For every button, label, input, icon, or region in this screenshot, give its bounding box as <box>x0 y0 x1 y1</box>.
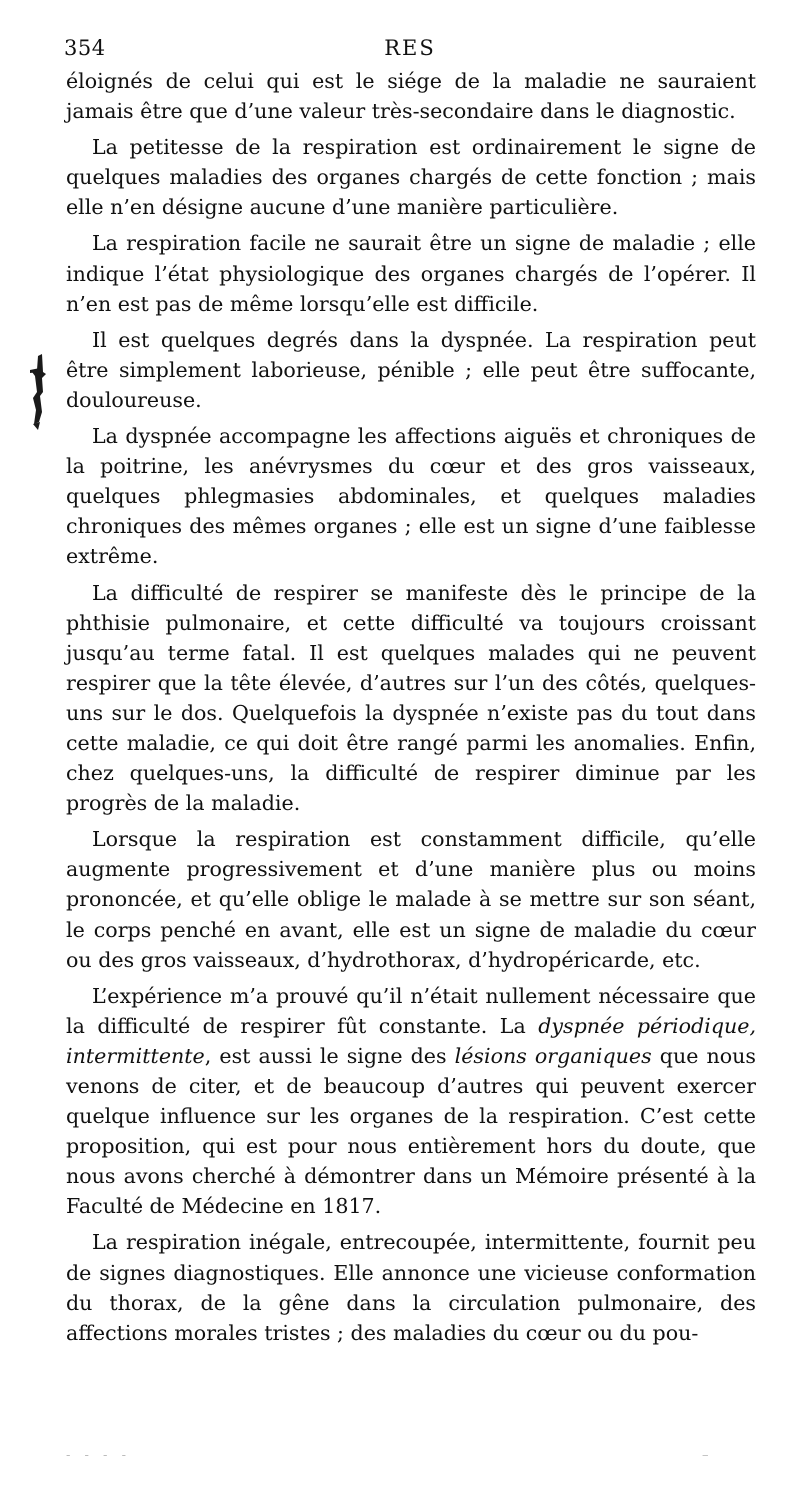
italic-phrase: dyspnée périodique, intermittente <box>66 1013 756 1068</box>
text-segment: La difficulté de respirer se manifeste dès le principe de la phthisie pulmonaire, et cette difficulté va toujours croissant jusqu’au terme fatal. Il est quelques malades qui ne peuvent respirer que la tête élevée, d’autres sur l’un des côtés, quelques-uns sur le dos. Quelquefois la dyspnée n’existe pas du tout dans cette maladie, ce qui doit être rangé parmi les anomalies. Enfin, chez quelques-uns, la difficulté de respirer diminue par les progrès de la maladie. <box>66 580 756 816</box>
ink-blot-mark <box>28 352 58 432</box>
page-header <box>64 34 756 68</box>
paragraph <box>66 1227 756 1347</box>
paragraph <box>66 66 756 126</box>
running-head: RES <box>384 36 436 60</box>
text-segment: La respiration inégale, entrecoupée, intermittente, fournit peu de signes diagnostiques. Elle annonce une vicieuse conformation du thorax, de la gêne dans la circulation pulmonaire, des affections morales tristes ; des maladies du cœur ou du pou- <box>66 1230 756 1345</box>
text-segment: L’expérience m’a prouvé qu’il n’était nullement nécessaire que la difficulté de respirer fût constante. La <box>66 983 756 1038</box>
text-segment: La petitesse de la respiration est ordinairement le signe de quelques maladies des organes chargés de cette fonction ; mais elle n’en désigne aucune d’une manière particulière. <box>66 135 756 220</box>
text-segment: Lorsque la respiration est constamment difficile, qu’elle augmente progressivement et d’une manière plus ou moins prononcée, et qu’elle oblige le malade à se mettre sur son séant, le corps penché en avant, elle est un signe de maladie du cœur ou des gros vaisseaux, d’hydrothorax, d’hydropéricarde, etc. <box>66 827 756 972</box>
paragraph <box>66 421 756 571</box>
text-segment: , est aussi le signe des <box>204 1043 455 1068</box>
paragraph <box>66 228 756 318</box>
italic-phrase: lésions organiques <box>454 1043 652 1068</box>
page-footer-marks: - - - - – <box>66 1448 714 1463</box>
paragraph <box>66 578 756 819</box>
text-segment: La dyspnée accompagne les affections aiguës et chroniques de la poitrine, les anévrysmes du cœur et des gros vaisseaux, quelques phlegmasies abdominales, et quelques maladies chroniques des mêmes organes ; elle est un signe d’une faiblesse extrême. <box>66 424 756 569</box>
paragraph <box>66 824 756 974</box>
text-segment: La respiration facile ne saurait être un signe de maladie ; elle indique l’état physiologique des organes chargés de l’opérer. Il n’en est pas de même lorsqu’elle est difficile. <box>66 231 756 316</box>
text-segment: Il est quelques degrés dans la dyspnée. La respiration peut être simplement laborieuse, pénible ; elle peut être suffocante, douloureuse. <box>66 327 756 412</box>
paragraph <box>66 132 756 222</box>
paragraph <box>66 981 756 1222</box>
text-segment: éloignés de celui qui est le siége de la maladie ne sauraient jamais être que d’une valeur très-secondaire dans le diagnostic. <box>66 69 756 124</box>
paragraph <box>66 325 756 415</box>
page-number: 354 <box>64 36 106 60</box>
text-segment: que nous venons de citer, et de beaucoup d’autres qui peuvent exercer quelque influence sur les organes de la respiration. C’est cette proposition, qui est pour nous entièrement hors du doute, que nous avons cherché à démontrer dans un Mémoire présenté à la Faculté de Médecine en 1817. <box>66 1043 756 1219</box>
body-text <box>66 66 756 1354</box>
